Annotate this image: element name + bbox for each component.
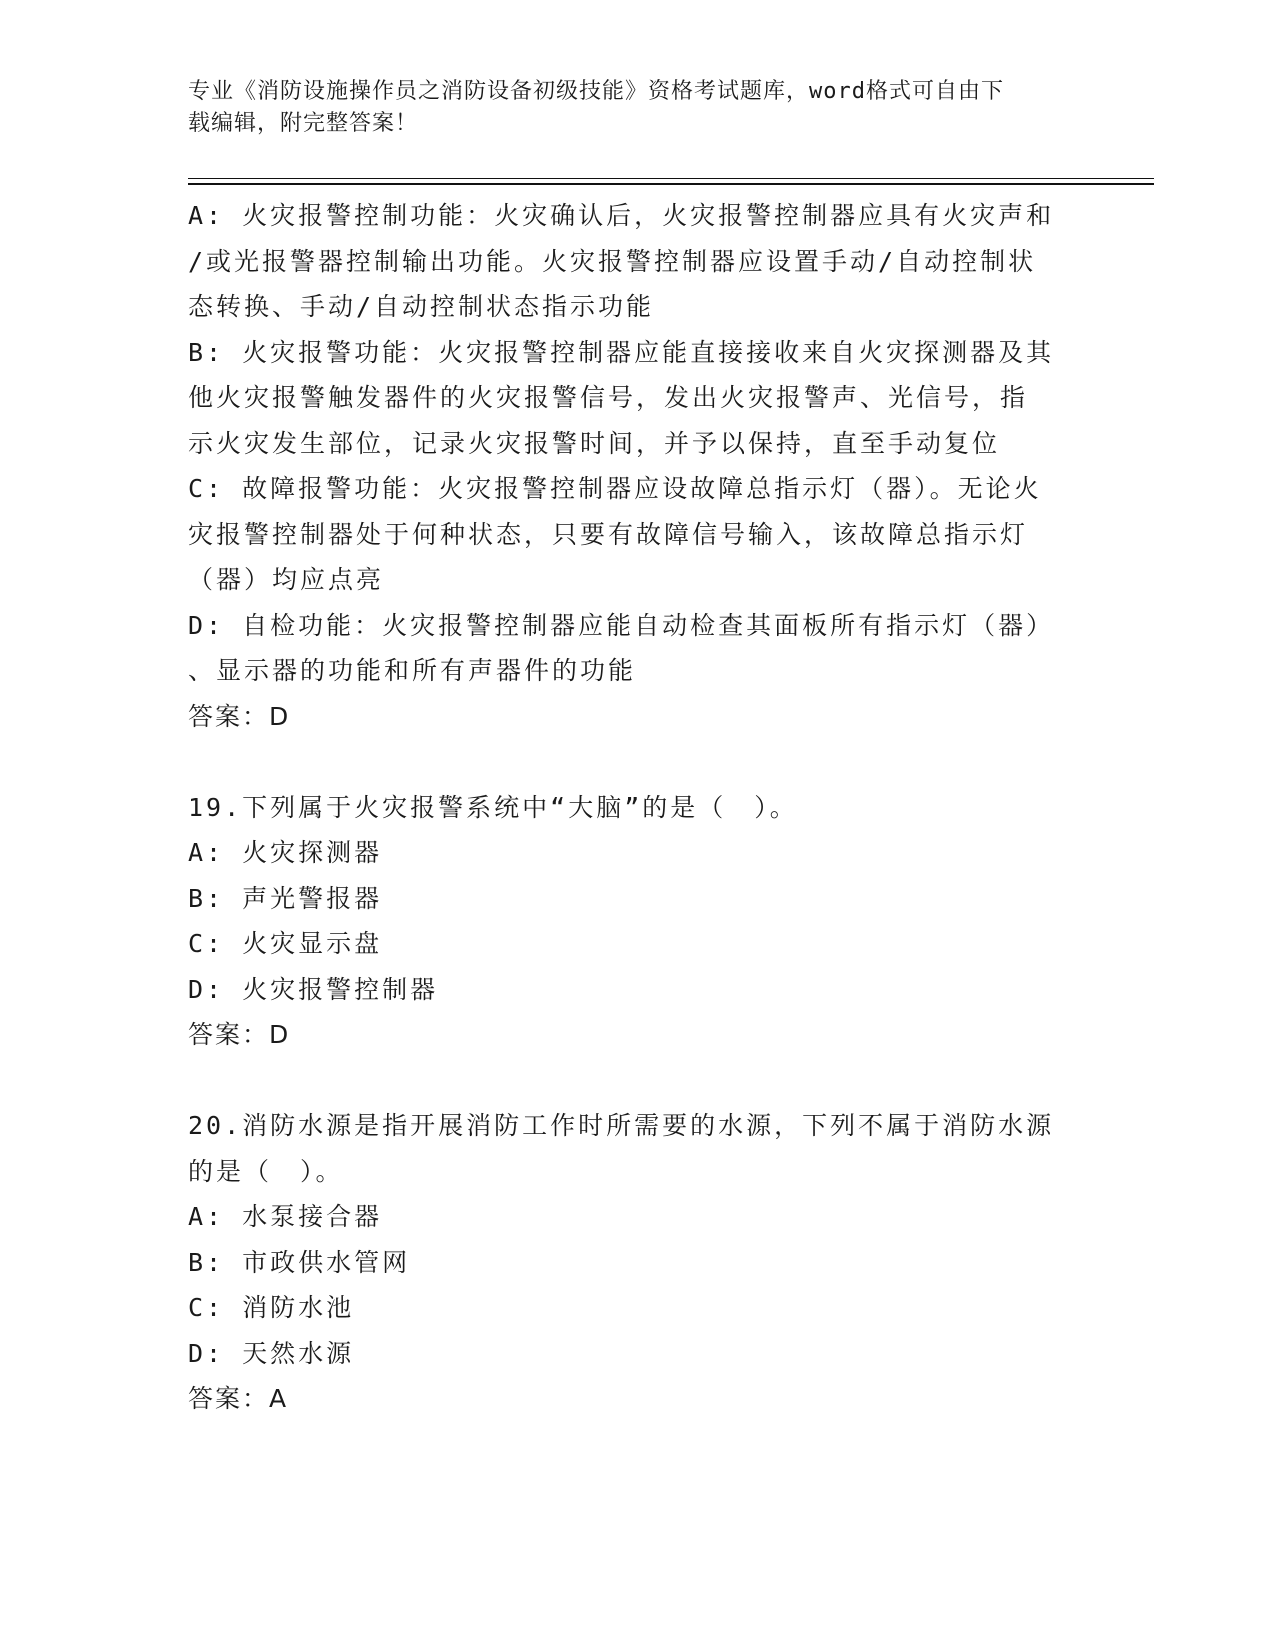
- q19-question: 19.下列属于火灾报警系统中“大脑”的是（ ）。: [188, 792, 798, 822]
- q20-question-line-1: 20.消防水源是指开展消防工作时所需要的水源，下列不属于消防水源: [188, 1111, 1055, 1140]
- q20-answer: 答案：A: [188, 1384, 289, 1413]
- q19-option-c: C: 火灾显示盘: [188, 929, 383, 958]
- q18-option-d-line: 、显示器的功能和所有声器件的功能: [188, 656, 637, 685]
- q18-option-a-line: A: 火灾报警控制功能：火灾确认后，火灾报警控制器应具有火灾声和: [188, 201, 1055, 230]
- q18-option-a-line: 态转换、手动/自动控制状态指示功能: [188, 292, 655, 321]
- q20-option-a: A: 水泵接合器: [188, 1202, 383, 1231]
- q18-option-b-line: 他火灾报警触发器件的火灾报警信号，发出火灾报警声、光信号，指: [188, 383, 1029, 412]
- header-divider-thick: [188, 183, 1154, 185]
- document-header: [188, 76, 1068, 140]
- header-divider-thin: [188, 178, 1154, 179]
- q19-option-a: A: 火灾探测器: [188, 838, 383, 867]
- q20-option-d: D: 天然水源: [188, 1338, 355, 1368]
- question-spacer: [188, 1058, 1088, 1104]
- q19-answer: 答案：D: [188, 1020, 291, 1049]
- header-line-1: 专业《消防设施操作员之消防设备初级技能》资格考试题库，word格式可自由下: [188, 79, 1004, 104]
- q20-question-line-2: 的是（ ）。: [188, 1156, 344, 1186]
- question-content: [188, 193, 1088, 1422]
- q18-option-c-line: （器）均应点亮: [188, 565, 385, 594]
- q18-option-d: [188, 603, 1088, 694]
- q18-option-c-line: 灾报警控制器处于何种状态，只要有故障信号输入，该故障总指示灯: [188, 519, 1029, 549]
- q18-option-b-line: 示火灾发生部位，记录火灾报警时间，并予以保持，直至手动复位: [188, 428, 1001, 458]
- question-spacer: [188, 739, 1088, 785]
- q18-option-c: [188, 466, 1088, 603]
- q20-option-b: B: 市政供水管网: [188, 1247, 411, 1277]
- q18-option-b-line: B: 火灾报警功能：火灾报警控制器应能直接接收来自火灾探测器及其: [188, 337, 1055, 367]
- q18-answer: 答案：D: [188, 701, 291, 731]
- header-line-2: 载编辑，附完整答案！: [188, 111, 419, 136]
- q18-option-a: [188, 193, 1088, 330]
- q18-option-a-line: /或光报警器控制输出功能。火灾报警控制器应设置手动/自动控制状: [188, 246, 1037, 276]
- q19-option-d: D: 火灾报警控制器: [188, 974, 439, 1004]
- q18-option-b: [188, 330, 1088, 467]
- q19-option-b: B: 声光警报器: [188, 883, 383, 913]
- q18-option-c-line: C: 故障报警功能：火灾报警控制器应设故障总指示灯（器）。无论火: [188, 474, 1042, 503]
- q18-option-d-line: D: 自检功能：火灾报警控制器应能自动检查其面板所有指示灯（器）: [188, 610, 1055, 640]
- q20-option-c: C: 消防水池: [188, 1293, 355, 1322]
